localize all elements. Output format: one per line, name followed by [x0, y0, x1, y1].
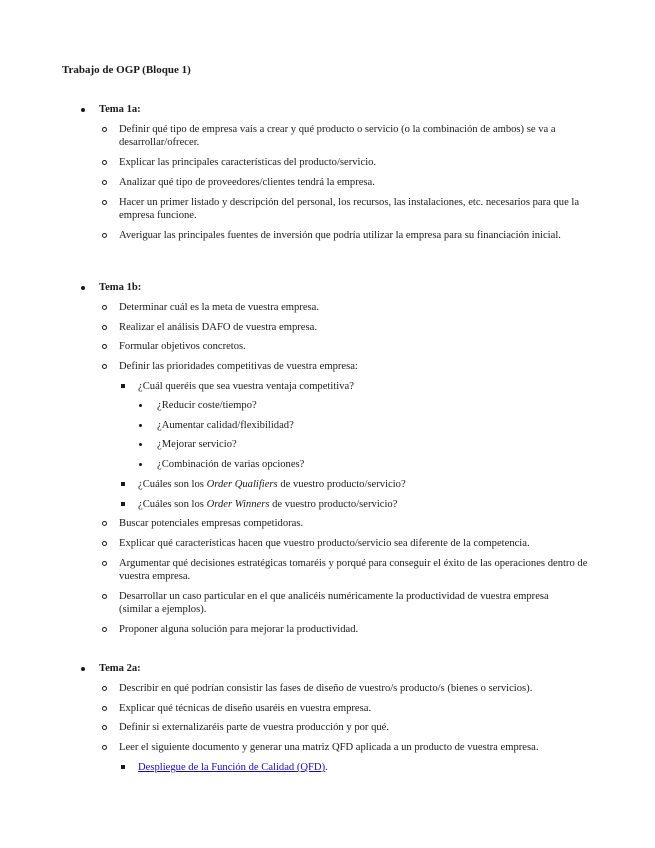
- option-item: ¿Aumentar calidad/flexibilidad?: [157, 420, 294, 431]
- list-item: Argumentar qué decisiones estratégicas tomaréis y porqué para conseguir el éxito de las operaciones dentro de vuestra empresa.: [119, 558, 588, 583]
- circle-bullet-icon: [102, 594, 107, 599]
- circle-bullet-icon: [102, 627, 107, 632]
- order-winners-suffix: de vuestro producto/servicio?: [269, 499, 398, 510]
- square-bullet-icon: [121, 765, 125, 769]
- list-item: Describir en qué podrían consistir las fases de diseño de vuestro/s producto/s (bienes o servicios).: [119, 683, 533, 694]
- circle-bullet-icon: [102, 200, 107, 205]
- circle-bullet-icon: [102, 305, 107, 310]
- qfd-document-link[interactable]: Despliegue de la Función de Calidad (QFD): [138, 762, 326, 773]
- list-item: Realizar el análisis DAFO de vuestra empresa.: [119, 322, 317, 333]
- bullet-icon: [81, 108, 85, 112]
- list-item: Explicar qué características hacen que vuestro producto/servicio sea diferente de la competencia.: [119, 538, 530, 549]
- list-item: Definir si externalizaréis parte de vuestra producción y por qué.: [119, 722, 390, 733]
- circle-bullet-icon: [102, 160, 107, 165]
- order-qualifiers-term: Order Qualifiers: [206, 479, 278, 490]
- sub-list-item: ¿Cuál queréis que sea vuestra ventaja competitiva?: [138, 381, 354, 392]
- option-item: ¿Mejorar servicio?: [157, 439, 237, 450]
- circle-bullet-icon: [102, 541, 107, 546]
- bullet-icon: [139, 424, 142, 427]
- circle-bullet-icon: [102, 180, 107, 185]
- list-item: Definir las prioridades competitivas de vuestra empresa:: [119, 361, 358, 372]
- list-item: Analizar qué tipo de proveedores/clientes tendrá la empresa.: [119, 177, 375, 188]
- circle-bullet-icon: [102, 745, 107, 750]
- list-item: Explicar las principales características del producto/servicio.: [119, 157, 377, 168]
- circle-bullet-icon: [102, 325, 107, 330]
- link-suffix: .: [325, 762, 328, 773]
- circle-bullet-icon: [102, 344, 107, 349]
- list-item: Hacer un primer listado y descripción del personal, los recursos, las instalaciones, etc. necesarios para que la empresa funcione.: [119, 197, 580, 222]
- order-winners-prefix: ¿Cuáles son los: [138, 499, 207, 510]
- list-item: Averiguar las principales fuentes de inversión que podría utilizar la empresa para su financiación inicial.: [119, 230, 561, 241]
- list-item: Definir qué tipo de empresa vais a crear y qué producto o servicio (o la combinación de ambos) se va a desarrollar/ofrecer.: [119, 124, 556, 149]
- square-bullet-icon: [121, 482, 125, 486]
- sub-list-item: [138, 498, 397, 511]
- circle-bullet-icon: [102, 521, 107, 526]
- list-item: Proponer alguna solución para mejorar la productividad.: [119, 624, 359, 635]
- bullet-icon: [81, 286, 85, 290]
- bullet-icon: [81, 667, 85, 671]
- option-item: ¿Combinación de varias opciones?: [157, 459, 305, 470]
- list-item: Formular objetivos concretos.: [119, 341, 246, 352]
- section-heading-tema-2a: Tema 2a:: [99, 663, 141, 674]
- circle-bullet-icon: [102, 725, 107, 730]
- order-winners-term: Order Winners: [206, 499, 270, 510]
- square-bullet-icon: [121, 502, 125, 506]
- list-item: Desarrollar un caso particular en el que analicéis numéricamente la productividad de vuestra empresa (similar a ejemplos).: [119, 591, 549, 616]
- circle-bullet-icon: [102, 364, 107, 369]
- section-heading-tema-1a: Tema 1a:: [99, 104, 141, 115]
- circle-bullet-icon: [102, 561, 107, 566]
- circle-bullet-icon: [102, 686, 107, 691]
- option-item: ¿Reducir coste/tiempo?: [157, 400, 257, 411]
- bullet-icon: [139, 443, 142, 446]
- sub-list-item: [138, 478, 406, 491]
- list-item: Leer el siguiente documento y generar una matriz QFD aplicada a un producto de vuestra empresa.: [119, 742, 539, 753]
- document-title: Trabajo de OGP (Bloque 1): [62, 64, 191, 76]
- circle-bullet-icon: [102, 706, 107, 711]
- order-qualifiers-suffix: de vuestro producto/servicio?: [277, 479, 406, 490]
- qfd-link-item: [138, 761, 328, 774]
- circle-bullet-icon: [102, 233, 107, 238]
- square-bullet-icon: [121, 384, 125, 388]
- circle-bullet-icon: [102, 127, 107, 132]
- list-item: Buscar potenciales empresas competidoras.: [119, 518, 304, 529]
- bullet-icon: [139, 463, 142, 466]
- bullet-icon: [139, 404, 142, 407]
- section-heading-tema-1b: Tema 1b:: [99, 282, 142, 293]
- list-item: Determinar cuál es la meta de vuestra empresa.: [119, 302, 320, 313]
- order-qualifiers-prefix: ¿Cuáles son los: [138, 479, 207, 490]
- list-item: Explicar qué técnicas de diseño usaréis en vuestra empresa.: [119, 703, 372, 714]
